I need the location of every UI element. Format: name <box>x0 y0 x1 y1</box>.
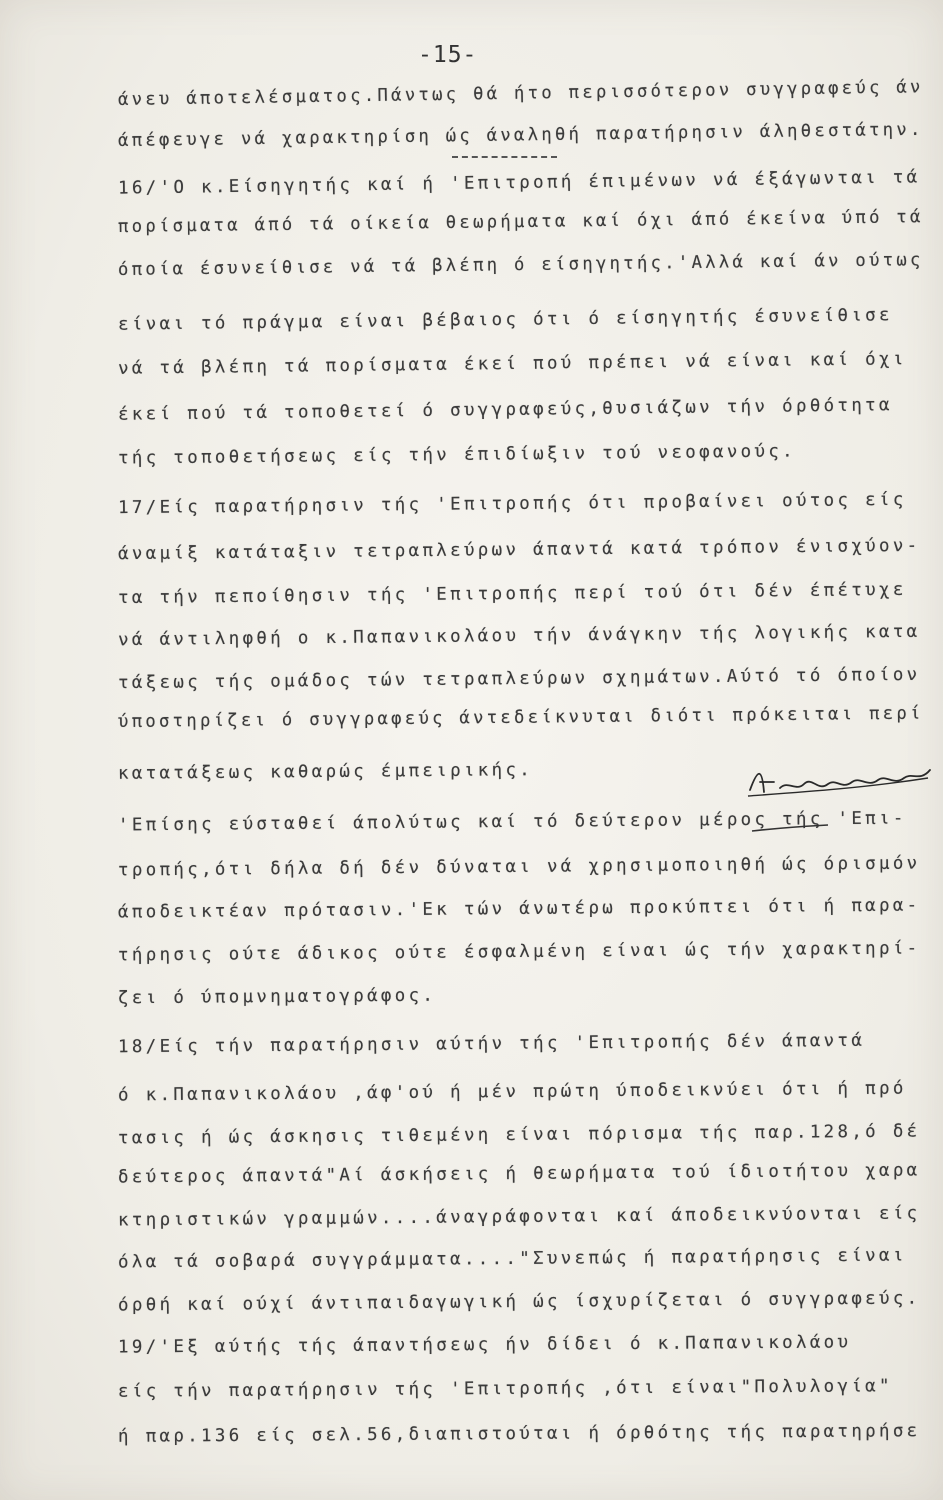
handwritten-signature <box>744 762 934 802</box>
text-line: όποία έσυνείθισε νά τά βλέπη ό είσηγητής.'Αλλά καί άν ούτως <box>117 250 924 280</box>
text-line: τάξεως τής ομάδος τών τετραπλεύρων σχημάτων.Αύτό τό όποίον <box>117 664 921 694</box>
text-line: όρθή καί ούχί άντιπαιδαγωγική ώς ίσχυρίζεται ό συγγραφεύς. <box>117 1288 921 1316</box>
text-line: είς τήν παρατήρησιν τής 'Επιτροπής ,ότι είναι"Πολυλογία" <box>117 1376 893 1402</box>
dashed-underline-mark <box>452 156 557 158</box>
text-line: τασις ή ώς άσκησις τιθεμένη είναι πόρισμα τής παρ.128,ό δέ <box>117 1121 921 1149</box>
page-number: -15- <box>418 42 478 68</box>
text-line: 18/Είς τήν παρατήρησιν αύτήν τής 'Επιτροπής δέν άπαντά <box>117 1030 866 1058</box>
text-line: 'Επίσης εύσταθεί άπολύτως καί τό δεύτερον μέρος τής 'Επι- <box>117 808 907 836</box>
text-line: άπέφευγε νά χαρακτηρίση ώς άναληθή παρατήρησιν άληθεστάτην. <box>117 119 924 151</box>
text-line: ό κ.Παπανικολάου ,άφ'ού ή μέν πρώτη ύποδεικνύει ότι ή πρό <box>117 1078 907 1106</box>
text-line: νά άντιληφθή ο κ.Παπανικολάου τήν άνάγκην τής λογικής κατα <box>117 621 921 651</box>
text-line: κατατάξεως καθαρώς έμπειρικής. <box>117 760 534 784</box>
text-line: ή παρ.136 είς σελ.56,διαπιστούται ή όρθότης τής παρατηρήσε <box>117 1421 921 1447</box>
text-line: άποδεικτέαν πρότασιν.'Εκ τών άνωτέρω προκύπτει ότι ή παρα- <box>117 895 921 923</box>
text-line: τα τήν πεποίθησιν τής 'Επιτροπής περί τού ότι δέν έπέτυχε <box>117 579 907 609</box>
text-line: δεύτερος άπαντά"Αί άσκήσεις ή θεωρήματα τού ίδιοτήτου χαρα <box>117 1160 921 1188</box>
text-line: 17/Είς παρατήρησιν τής 'Επιτροπής ότι προβαίνει ούτος είς <box>117 489 907 519</box>
text-line: ύποστηρίζει ό συγγραφεύς άντεδείκνυται διότι πρόκειται περί <box>117 703 924 732</box>
pen-stroke-mark <box>750 823 830 833</box>
text-line: κτηριστικών γραμμών....άναγράφονται καί άποδεικνύονται είς <box>117 1203 921 1231</box>
text-line: άνευ άποτελέσματος.Πάντως θά ήτο περισσότερον συγγραφεύς άν <box>117 77 924 110</box>
text-line: άναμίξ κατάταξιν τετραπλεύρων άπαντά κατά τρόπον ένισχύον- <box>117 535 921 565</box>
text-line: είναι τό πράγμα είναι βέβαιος ότι ό είσηγητής έσυνείθισε <box>117 305 893 335</box>
text-line: τήρησις ούτε άδικος ούτε έσφαλμένη είναι ώς τήν χαρακτηρί- <box>117 938 921 966</box>
text-line: πορίσματα άπό τά οίκεία θεωρήματα καί όχι άπό έκείνα ύπό τά <box>117 207 924 237</box>
text-line: 19/'Εξ αύτής τής άπαντήσεως ήν δίδει ό κ.Παπανικολάου <box>117 1332 852 1358</box>
text-line: νά τά βλέπη τά πορίσματα έκεί πού πρέπει νά είναι καί όχι <box>117 349 907 379</box>
text-line: ζει ό ύπομνηματογράφος. <box>117 985 437 1009</box>
text-line: έκεί πού τά τοποθετεί ό συγγραφεύς,θυσιάζων τήν όρθότητα <box>117 395 893 425</box>
text-line: τής τοποθετήσεως είς τήν έπιδίωξιν τού νεοφανούς. <box>117 441 797 469</box>
text-line: 16/'Ο κ.Είσηγητής καί ή 'Επιτροπή έπιμένων νά έξάγωνται τά <box>117 167 921 199</box>
text-line: τροπής,ότι δήλα δή δέν δύναται νά χρησιμοποιηθή ώς όρισμόν <box>117 853 921 881</box>
text-line: όλα τά σοβαρά συγγράμματα...."Συνεπώς ή παρατήρησις είναι <box>117 1245 907 1273</box>
